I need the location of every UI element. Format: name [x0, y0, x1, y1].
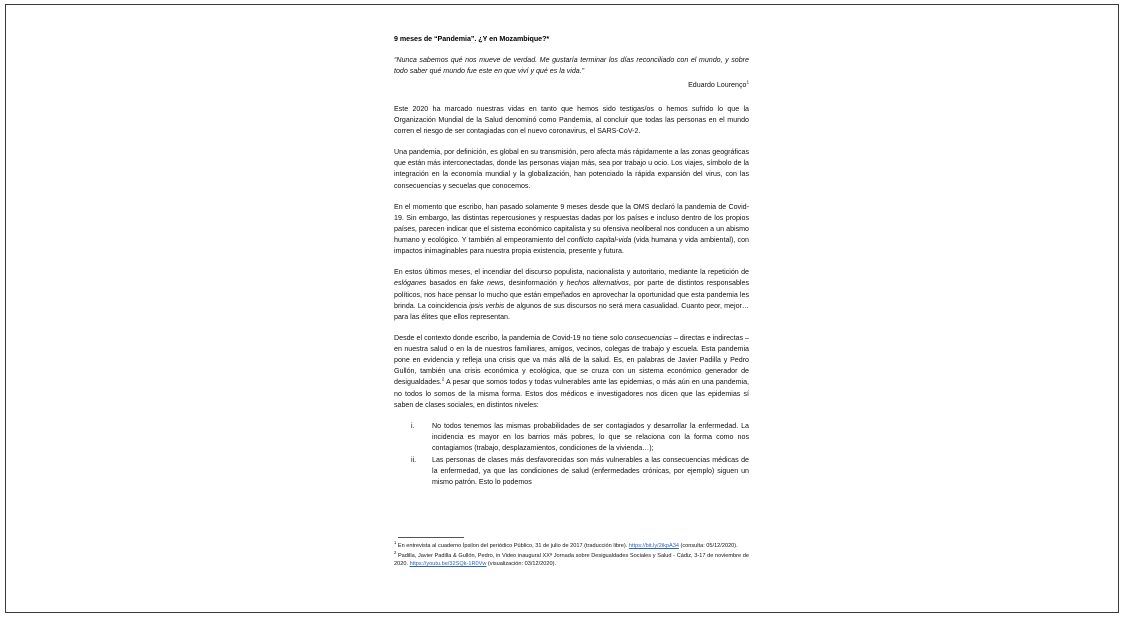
- paragraph-5-text-a: Desde el contexto donde escribo, la pandemia de Covid-19 no tiene solo: [394, 333, 625, 342]
- paragraph-4-emphasis-ipsis-verbis: ipsis verbis: [469, 301, 505, 310]
- footnote-separator: [398, 537, 464, 538]
- paragraph-5-text-c: A pesar que somos todos y todas vulnerables ante las epidemias, o más aún en una pandemia, no todos lo somos de la misma forma. Estos dos médicos e investigadores nos dicen que las epidemias sí saben de clases sociales, en distintos niveles:: [394, 378, 749, 409]
- paragraph-4-emphasis-hechos-alternativos: hechos alternativos: [566, 279, 629, 288]
- paragraph-4-text-d: , por parte de distintos responsables políticos, nos hace pensar lo mucho que están empeñados en aprovechar la oportunidad que esta pandemia les brinda. La coincidencia: [394, 279, 750, 310]
- paragraph-4-text-e: de algunos de sus discursos no será mera casualidad. Cuanto peor, mejor… para las élites que ellos representan.: [394, 301, 749, 321]
- document-page: [5, 4, 1119, 613]
- paragraph-5-text-b: – directas e indirectas – en nuestra salud o en la de nuestros familiares, amigos, vecinos, colegas de trabajo y escuela. Esta pandemia pone en evidencia y refleja una crisis que va más allá de la salud. Es, en palabras de Javier Padilla y Pedro Gullón, también una crisis económica y ecológica, que se cruza con un sistema económico generador de desigualdades.: [394, 333, 750, 387]
- paragraph-3-text-b: (vida humana y vida ambiental), con impactos inimaginables para nuestra propia existencia, presente y futura.: [394, 236, 749, 256]
- page-title: 9 meses de “Pandemia”. ¿Y en Mozambique?*: [394, 35, 550, 43]
- epigraph-author-name: Eduardo Lourenço: [688, 81, 747, 90]
- list-item-marker: ii.: [411, 456, 417, 465]
- footnote-1-text-before: En entrevista al cuaderno Ípsilon del periódico Público, 31 de julio de 2017 (traducción libre).: [396, 543, 629, 549]
- footnote-section: [394, 537, 749, 570]
- list-item-text: Las personas de clases más desfavorecidas son más vulnerables a las consecuencias médicas de la enfermedad, ya que las condiciones de salud (enfermedades crónicas, por ejemplo) siguen un mismo patrón. Esto lo podemos: [432, 456, 749, 487]
- paragraph-3-text-a: En el momento que escribo, han pasado solamente 9 meses desde que la OMS declaró la pandemia de Covid-19. Sin embargo, las distintas repercusiones y respuestas dadas por los países e incluso dentro de los propios países, parecen indicar que el sistema económico capitalista y su ofensiva neoliberal nos conducen a un abismo humano y ecológico. Y también al empeoramiento del: [394, 202, 749, 245]
- footnote-marker-2: 2: [441, 377, 445, 383]
- epigraph-attribution: [394, 80, 749, 91]
- paragraph-4-emphasis-eslroganes: eslóganes: [394, 279, 427, 288]
- footnote-2-text-before: Padilla, Javier Padilla & Gullón, Pedro, in Video inaugural XXª Jornada sobre Desigualdades Sociales y Salud - Cádiz, 3-17 de noviembre de 2020.: [394, 552, 749, 567]
- paragraph-1: Este 2020 ha marcado nuestras vidas en tanto que hemos sido testigas/os o hemos sufrido lo que la Organización Mundial de la Salud denominó como Pandemia, al concluir que todas las personas en el mundo corren el riesgo de ser contagiadas con el nuevo coronavirus, el SARS-CoV-2.: [394, 104, 749, 136]
- list-item: [394, 455, 749, 488]
- footnote-2-link[interactable]: https://youtu.be/32SQk-1R0Vw: [409, 561, 487, 567]
- paragraph-2: Una pandemia, por definición, es global en su transmisión, pero afecta más rápidamente a las zonas geográficas que están más interconectadas, donde las personas viajan más, sea por trabajo u ocio. Los viajes, símbolo de la integración en la economía mundial y la globalización, han potenciado la rápida expansión del virus, con las consecuencias y secuelas que conocemos.: [394, 148, 749, 190]
- footnote-1: [394, 542, 749, 551]
- footnote-marker-1: 1: [746, 79, 749, 85]
- footnote-2-text-after: (visualización: 03/12/2020).: [486, 561, 557, 567]
- footnote-1-link[interactable]: https://bit.ly/2ikpA34: [628, 543, 679, 549]
- paragraph-5-emphasis-consecuencias: consecuencias: [624, 333, 672, 342]
- paragraph-4-text-b: basados en: [426, 279, 471, 288]
- paragraph-4-emphasis-fake-news: fake news: [470, 279, 504, 288]
- epigraph-quote: “Nunca sabemos qué nos mueve de verdad. Me gustaría terminar los días reconciliado con el mundo, y sobre todo saber qué mundo fue este en que viví y qué es la vida.”: [394, 56, 749, 76]
- footnote-1-marker: 1: [394, 540, 397, 546]
- paragraph-3-emphasis-capital-vida: conflicto capital-vida: [567, 236, 632, 245]
- paragraph-4-text-c: , desinformación y: [503, 279, 567, 288]
- footnote-1-text-after: (consulta: 05/12/2020).: [678, 543, 738, 549]
- list-item: [394, 421, 749, 454]
- numbered-list: [394, 421, 749, 489]
- paragraph-4-text-a: En estos últimos meses, el incendiar del discurso populista, nacionalista y autoritario, mediante la repetición de: [394, 268, 749, 277]
- document-body: [394, 35, 749, 490]
- footnote-2-marker: 2: [394, 549, 397, 555]
- paragraph-4: [394, 267, 749, 323]
- list-item-marker: i.: [411, 421, 415, 430]
- paragraph-5: [394, 333, 749, 411]
- footnote-2: [394, 549, 749, 569]
- list-item-text: No todos tenemos las mismas probabilidades de ser contagiados y desarrollar la enfermedad. La incidencia es mayor en los barrios más pobres, lo que se relaciona con la forma como nos contagiamos (trabajo, desplazamientos, condiciones de la vivienda…);: [432, 421, 749, 453]
- paragraph-3: [394, 202, 749, 258]
